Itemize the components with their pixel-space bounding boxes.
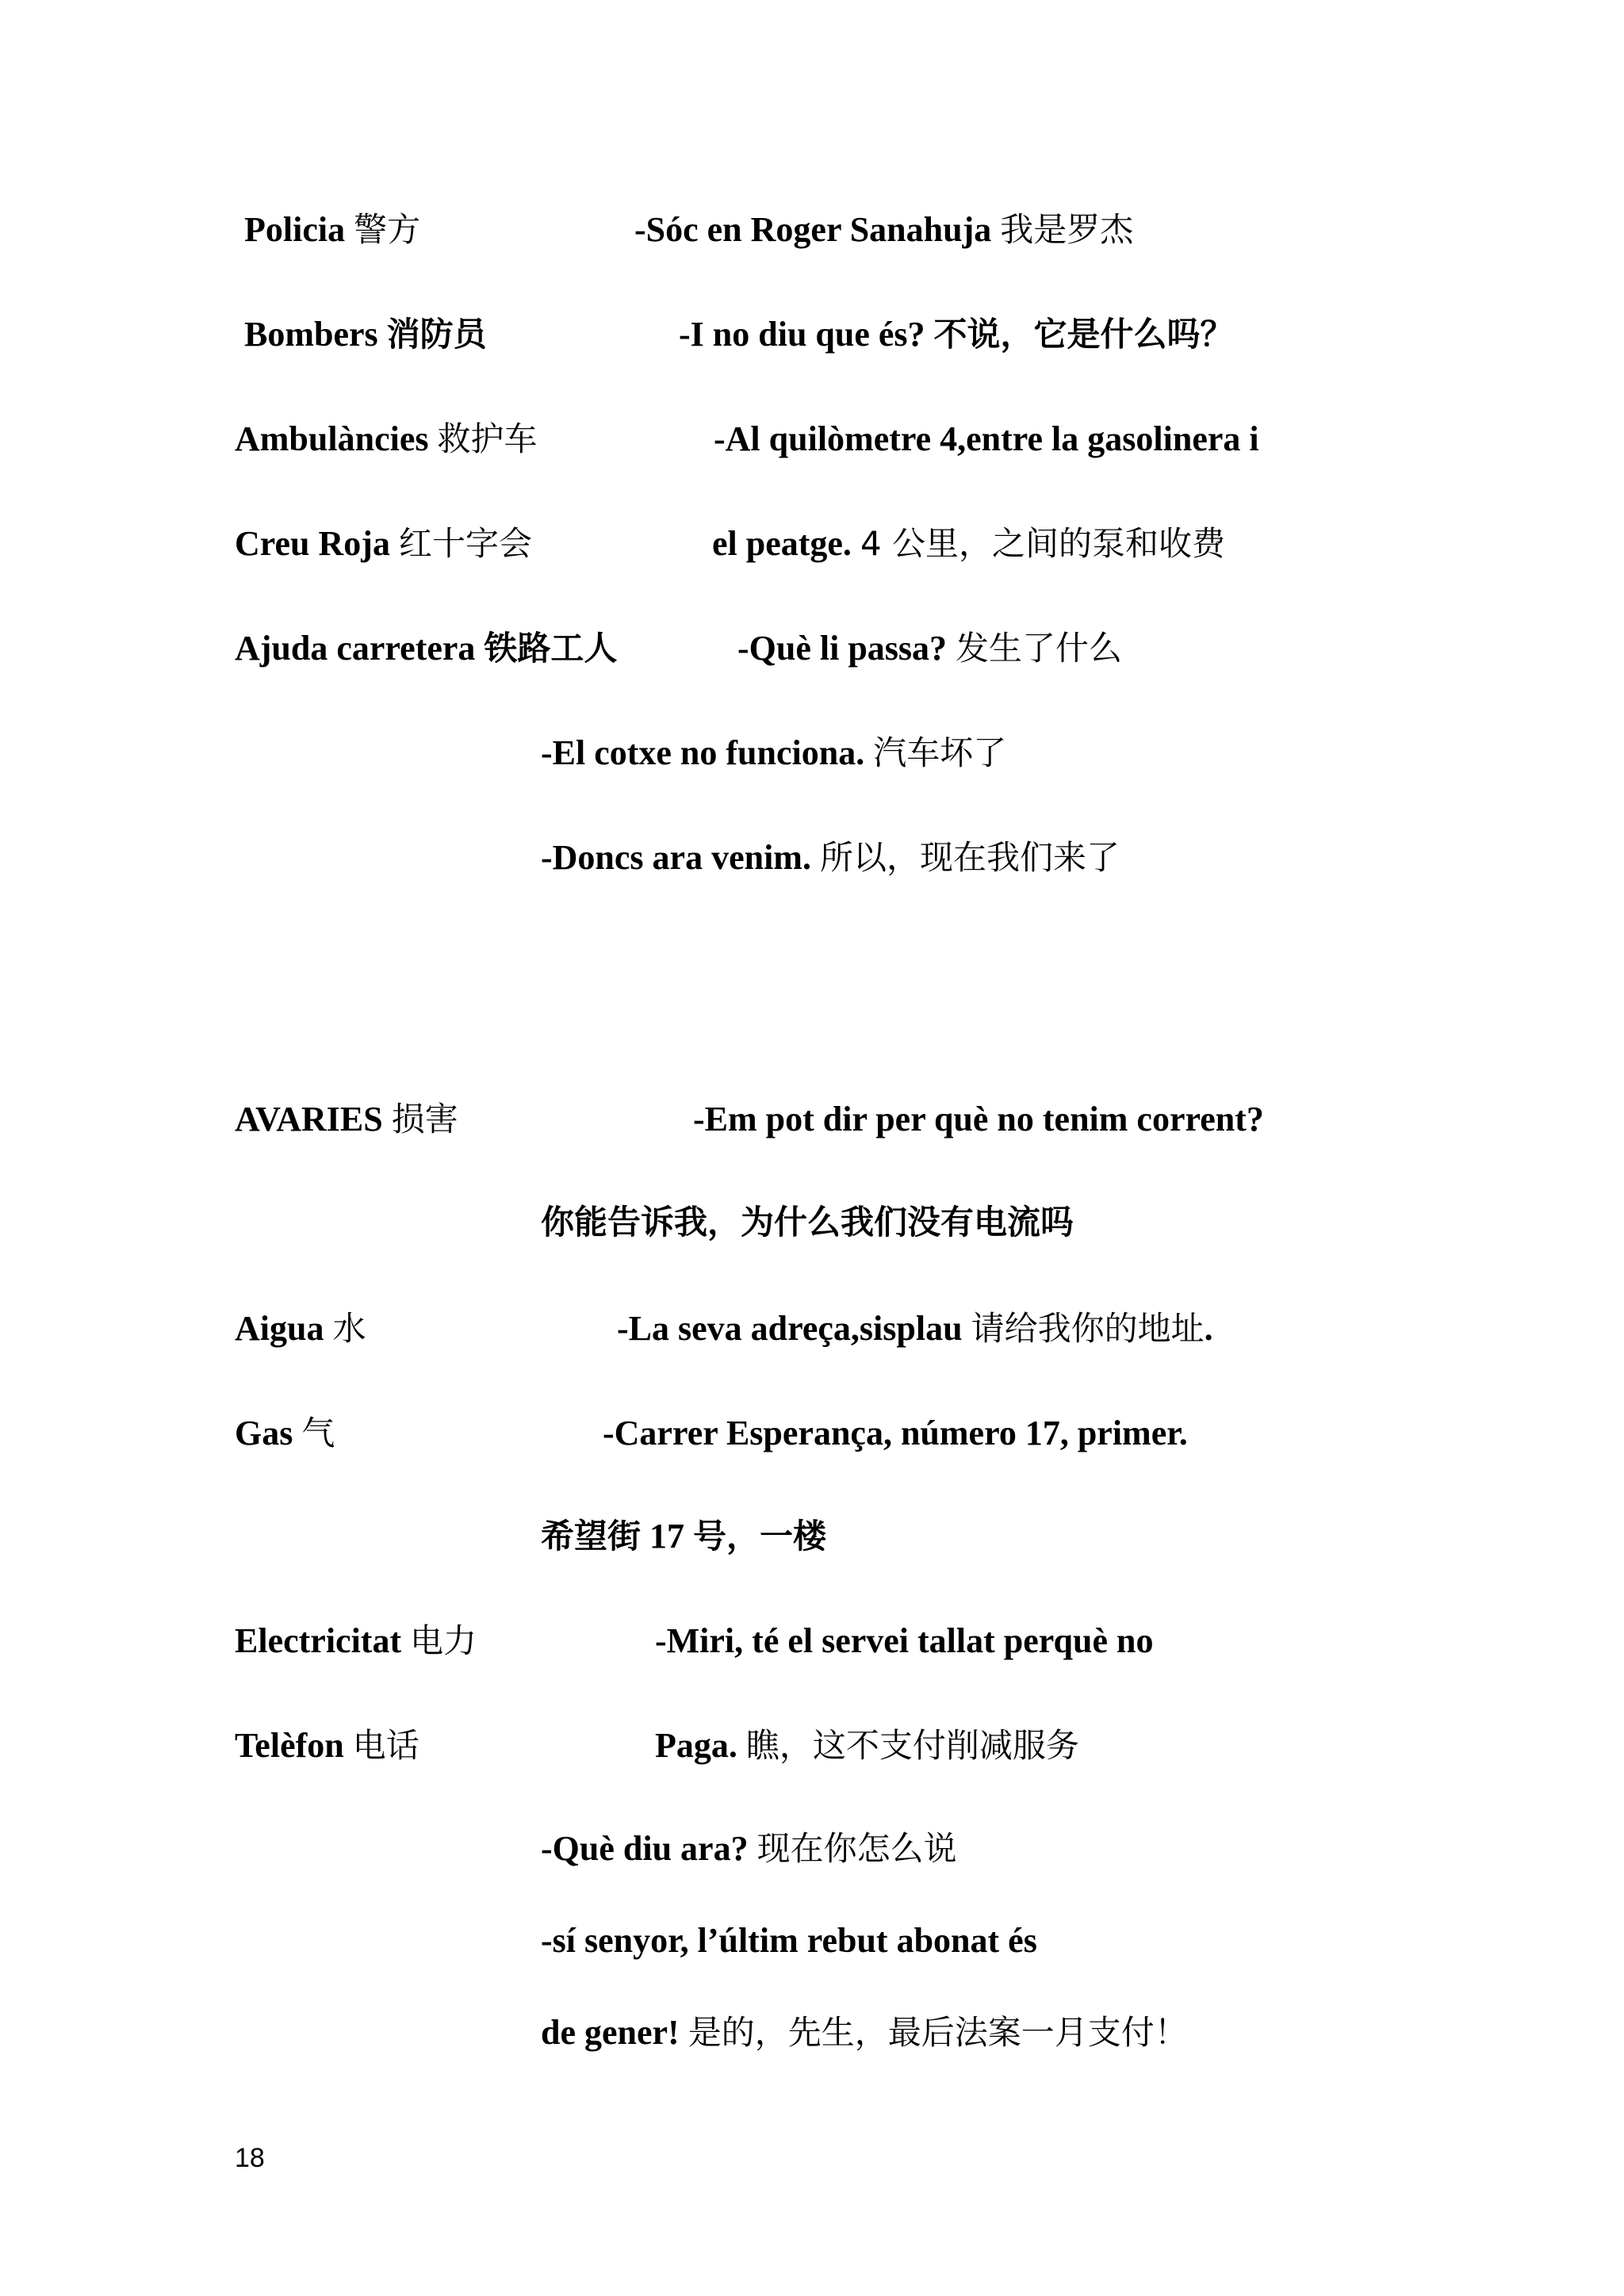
service-catalan: AVARIES	[235, 1100, 383, 1138]
service-catalan: Ambulàncies	[235, 419, 429, 458]
service-aigua	[235, 1307, 366, 1351]
service-policia	[244, 208, 420, 252]
dialogue-line	[541, 1514, 826, 1559]
service-chinese: 警方	[354, 210, 421, 249]
service-catalan: Electricitat	[235, 1621, 402, 1660]
dialogue-line	[541, 731, 1006, 775]
service-catalan: Telèfon	[235, 1726, 344, 1765]
service-chinese: 电力	[410, 1621, 477, 1660]
dialogue-chinese: 发生了什么	[956, 629, 1123, 668]
service-creu-roja	[235, 522, 532, 566]
dialogue-chinese: 4 公里，之间的泵和收费	[860, 524, 1226, 563]
service-catalan: Aigua	[235, 1309, 324, 1348]
dialogue-chinese: 瞧，这不支付削减服务	[745, 1726, 1079, 1765]
service-catalan: Bombers	[244, 315, 378, 354]
service-ajuda-carretera	[235, 626, 617, 671]
dialogue-line	[541, 836, 1120, 880]
dialogue-line	[693, 1097, 1264, 1142]
dialogue-number: 17	[649, 1517, 685, 1556]
service-chinese: 损害	[391, 1100, 458, 1138]
dialogue-catalan: -Em pot dir per què no tenim corrent?	[693, 1100, 1264, 1138]
dialogue-suffix: .	[1204, 1309, 1213, 1348]
dialogue-catalan: -sí senyor, l’últim rebut abonat és	[541, 1921, 1037, 1960]
service-gas	[235, 1411, 335, 1456]
dialogue-line	[655, 1724, 1079, 1768]
dialogue-catalan: -Què li passa?	[737, 629, 948, 668]
service-chinese: 水	[332, 1309, 366, 1348]
service-chinese: 电话	[352, 1726, 419, 1765]
dialogue-chinese: 你能告诉我，为什么我们没有电流吗	[541, 1203, 1074, 1242]
service-telefon	[235, 1724, 419, 1768]
dialogue-catalan: -Sóc en Roger Sanahuja	[634, 210, 992, 249]
service-bombers	[244, 312, 487, 357]
dialogue-line	[541, 1827, 957, 1871]
dialogue-chinese: 现在你怎么说	[756, 1829, 957, 1868]
dialogue-catalan: -Què diu ara?	[541, 1829, 749, 1868]
service-chinese: 救护车	[437, 419, 538, 458]
dialogue-line	[634, 208, 1133, 252]
dialogue-line	[737, 626, 1122, 671]
dialogue-line	[714, 417, 1259, 461]
dialogue-catalan: -Miri, té el servei tallat perquè no	[655, 1621, 1154, 1660]
dialogue-catalan: Paga.	[655, 1726, 737, 1765]
dialogue-chinese: 我是罗杰	[1000, 210, 1134, 249]
dialogue-chinese: 汽车坏了	[873, 733, 1007, 772]
service-catalan: Creu Roja	[235, 524, 390, 563]
service-catalan: Policia	[244, 210, 346, 249]
dialogue-line	[712, 522, 1225, 566]
service-chinese: 铁路工人	[484, 629, 618, 668]
dialogue-line	[541, 2011, 1188, 2055]
dialogue-catalan: de gener!	[541, 2013, 680, 2052]
dialogue-chinese: 希望街	[541, 1517, 642, 1556]
service-chinese: 红十字会	[398, 524, 532, 563]
dialogue-line	[679, 312, 1234, 357]
service-avaries	[235, 1097, 458, 1142]
dialogue-chinese: 不说，它是什么吗？	[933, 315, 1234, 354]
dialogue-catalan: -Carrer Esperança, número 17, primer.	[603, 1414, 1188, 1452]
dialogue-line	[541, 1919, 1037, 1963]
service-ambulancies	[235, 417, 538, 461]
dialogue-catalan: -Doncs ara venim.	[541, 838, 811, 877]
dialogue-line	[617, 1307, 1213, 1351]
dialogue-catalan: -El cotxe no funciona.	[541, 733, 865, 772]
service-chinese: 消防员	[386, 315, 487, 354]
dialogue-catalan: el peatge.	[712, 524, 852, 563]
service-catalan: Ajuda carretera	[235, 629, 476, 668]
dialogue-line	[603, 1411, 1188, 1456]
dialogue-chinese: 是的，先生，最后法案一月支付！	[688, 2013, 1188, 2052]
dialogue-line	[541, 1200, 1074, 1245]
page-number: 18	[235, 2143, 265, 2173]
dialogue-chinese: 号，一楼	[693, 1517, 827, 1556]
dialogue-chinese: 请给我你的地址	[971, 1309, 1205, 1348]
dialogue-catalan: -Al quilòmetre 4,entre la gasolinera i	[714, 419, 1259, 458]
service-electricitat	[235, 1619, 477, 1663]
dialogue-chinese: 所以，现在我们来了	[819, 838, 1120, 877]
service-chinese: 气	[301, 1414, 335, 1452]
dialogue-line	[655, 1619, 1153, 1663]
dialogue-catalan: -I no diu que és?	[679, 315, 925, 354]
service-catalan: Gas	[235, 1414, 293, 1452]
dialogue-catalan: -La seva adreça,sisplau	[617, 1309, 963, 1348]
